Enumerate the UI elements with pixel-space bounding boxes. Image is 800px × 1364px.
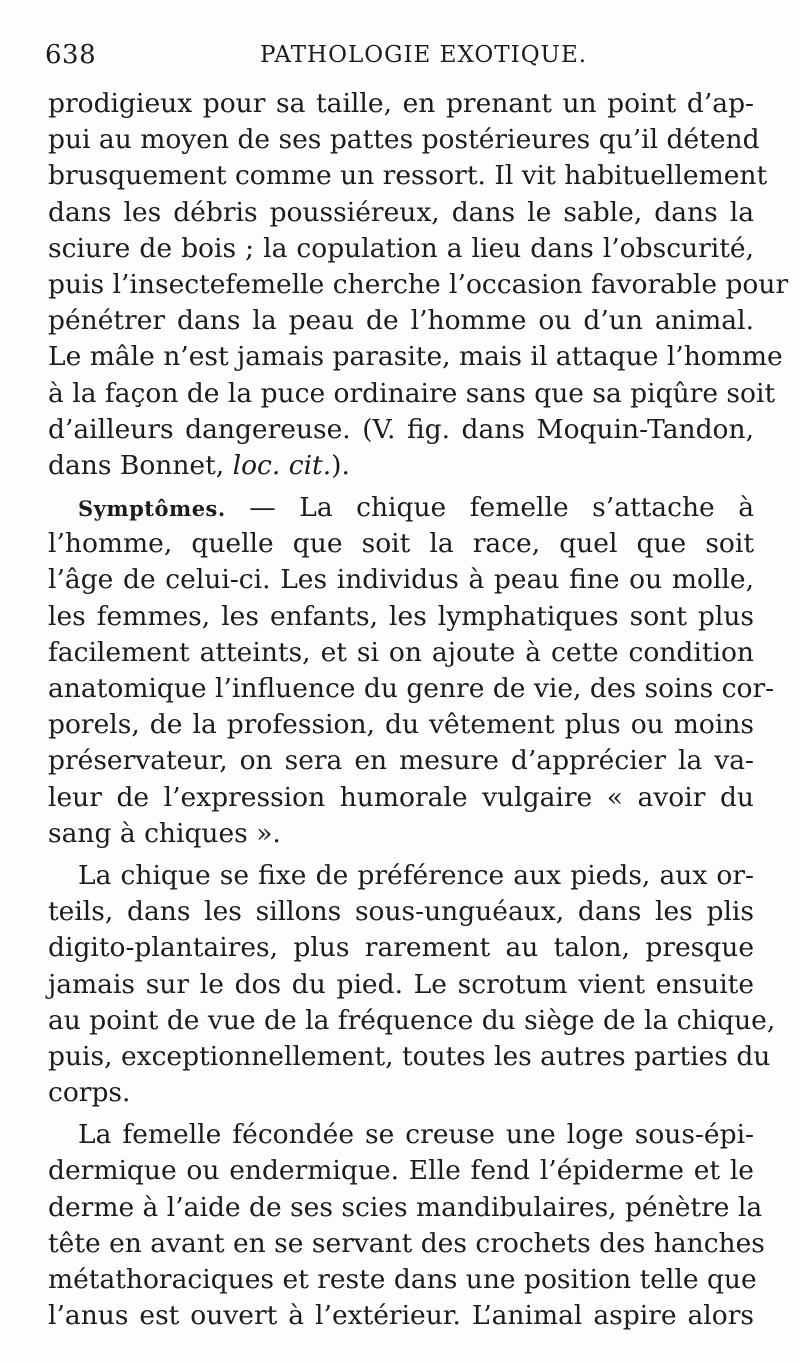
- paragraph-3: [48, 858, 776, 1111]
- text-line: leur de l’expression humorale vulgaire « avoir du: [48, 781, 754, 813]
- text-line: jamais sur le dos du pied. Le scrotum vient ensuite: [48, 968, 754, 1000]
- text-line: sciure de bois ; la copulation a lieu dans l’obscurité,: [48, 232, 754, 264]
- citation-italic: loc. cit.: [232, 449, 332, 481]
- text-line: facilement atteints, et si on ajoute à cette condition: [48, 636, 754, 668]
- text-line: préservateur, on sera en mesure d’apprécier la va-: [48, 745, 754, 777]
- text-line-last: sang à chiques ».: [48, 817, 281, 849]
- text-line: d’ailleurs dangereuse. (V. fig. dans Moquin-Tandon,: [48, 413, 754, 445]
- paragraph-symptomes: [48, 490, 775, 852]
- page-header: [45, 40, 745, 76]
- body-text: [48, 86, 789, 1334]
- text-line: l’âge de celui-ci. Les individus à peau fine ou molle,: [48, 564, 754, 596]
- text-line: pui au moyen de ses pattes postérieures qu’il détend: [48, 124, 760, 156]
- running-title: PATHOLOGIE EXOTIQUE.: [260, 42, 588, 68]
- page-number: 638: [45, 40, 97, 70]
- text-run: dans Bonnet,: [48, 449, 233, 481]
- text-line: puis, exceptionnellement, toutes les autres parties du: [48, 1040, 771, 1072]
- paragraph-1: [48, 86, 789, 484]
- text-line: puis l’insectefemelle cherche l’occasion favorable pour: [48, 268, 789, 300]
- text-line-first: [48, 490, 754, 526]
- text-line: brusquement comme un ressort. Il vit habituellement: [48, 160, 768, 192]
- text-line: anatomique l’influence du genre de vie, des soins cor-: [48, 673, 775, 704]
- text-line: dermique ou endermique. Elle fend l’épiderme et le: [48, 1155, 754, 1187]
- text-line: tête en avant en se servant des crochets des hanches: [48, 1227, 765, 1259]
- text-line: métathoraciques et reste dans une position telle que: [48, 1264, 757, 1295]
- paragraph-4: [48, 1117, 765, 1334]
- text-line: l’anus est ouvert à l’extérieur. L’animal aspire alors: [48, 1300, 754, 1332]
- text-line-last: [48, 448, 754, 484]
- text-line: porels, de la profession, du vêtement plus ou moins: [48, 709, 754, 741]
- text-line: prodigieux pour sa taille, en prenant un point d’ap-: [48, 88, 754, 119]
- text-line: derme à l’aide de ses scies mandibulaires, pénètre la: [48, 1191, 763, 1223]
- text-line: Le mâle n’est jamais parasite, mais il attaque l’homme: [48, 341, 783, 373]
- text-run: ).: [331, 449, 350, 481]
- text-line: les femmes, les enfants, les lymphatiques sont plus: [48, 600, 754, 632]
- text-line: digito-plantaires, plus rarement au talon, presque: [48, 932, 754, 964]
- text-line-last: corps.: [48, 1077, 131, 1109]
- text-line-first: La femelle fécondée se creuse une loge sous-épi-: [78, 1119, 754, 1151]
- text-line: pénétrer dans la peau de l’homme ou d’un animal.: [48, 305, 754, 337]
- text-line: à la façon de la puce ordinaire sans que sa piqûre soit: [48, 377, 776, 409]
- text-line: dans les débris poussiéreux, dans le sable, dans la: [48, 196, 754, 228]
- text-run: — La chique femelle s’attache à: [225, 492, 754, 524]
- text-line: l’homme, quelle que soit la race, quel que soit: [48, 528, 754, 560]
- text-line: teils, dans les sillons sous-unguéaux, dans les plis: [48, 896, 754, 928]
- section-heading: Symptômes.: [78, 496, 226, 522]
- text-line-first: La chique se fixe de préférence aux pieds, aux or-: [78, 859, 754, 891]
- text-line: au point de vue de la fréquence du siège de la chique,: [48, 1004, 776, 1036]
